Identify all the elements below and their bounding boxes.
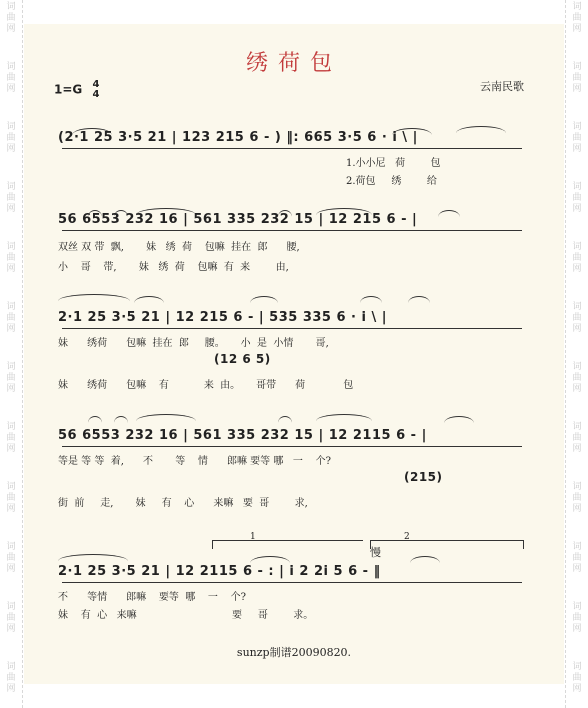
beam-underline xyxy=(62,446,522,447)
lyric-verse2-line3: 妹 绣荷 包嘛 有 来 由。 哥带 荷 包 xyxy=(58,380,354,391)
slur xyxy=(58,554,128,561)
music-line-3: 2·1 25 3·5 21 | 12 215 6 - | 535 335 6 · i \ | xyxy=(58,310,388,325)
lyric-verse2-line1: 2.荷包 绣 给 xyxy=(346,176,437,187)
beam-underline xyxy=(62,148,522,149)
first-ending-bracket xyxy=(212,540,363,549)
beam-underline xyxy=(62,328,522,329)
watermark-text: 词 曲 网 xyxy=(572,482,582,514)
transcriber-credit: sunzp制谱20090820. xyxy=(236,646,352,659)
slur xyxy=(456,126,506,133)
watermark-text: 词 曲 网 xyxy=(6,2,16,34)
first-ending-label: 1 xyxy=(250,532,256,542)
watermark-text: 词 曲 网 xyxy=(572,242,582,274)
slur xyxy=(278,416,292,423)
music-line-5: 2·1 25 3·5 21 | 12 2115 6 - : | i 2 2i 5 6 - ‖ xyxy=(58,564,381,579)
second-ending-bracket xyxy=(370,540,524,549)
song-source: 云南民歌 xyxy=(480,80,524,93)
watermark-text: 词 曲 网 xyxy=(572,542,582,574)
watermark-text: 词 曲 网 xyxy=(6,542,16,574)
watermark-text: 词 曲 网 xyxy=(6,122,16,154)
slur xyxy=(134,296,164,303)
slur xyxy=(58,294,130,301)
slur xyxy=(316,414,372,421)
watermark-text: 词 曲 网 xyxy=(572,362,582,394)
slur xyxy=(444,416,474,423)
slur xyxy=(88,416,102,423)
music-line-1: (2·1 25 3·5 21 | 123 215 6 - ) ‖: 665 3·5 6 · i \ | xyxy=(58,130,418,145)
time-bottom: 4 xyxy=(92,89,100,100)
score-sheet xyxy=(24,24,564,684)
second-ending-label: 2 xyxy=(404,532,410,542)
watermark-text: 词 曲 网 xyxy=(572,422,582,454)
lyric-verse2-line4: 街 前 走, 妹 有 心 来嘛 要 哥 求, xyxy=(58,498,308,509)
beam-underline xyxy=(62,582,522,583)
song-title: 绣荷包 xyxy=(245,51,342,76)
lyric-verse1-line3: 妹 绣荷 包嘛 挂在 郎 腰。 小 是 小情 哥, xyxy=(58,338,329,349)
lyric-verse1-line2: 双丝 双 带 飘, 妹 绣 荷 包嘛 挂在 郎 腰, xyxy=(58,242,300,253)
time-top: 4 xyxy=(92,79,100,90)
slur xyxy=(250,556,290,563)
lyric-verse1-line4: 等是 等 等 着, 不 等 情 郎嘛 要等 哪 一 个? xyxy=(58,456,331,467)
watermark-text: 词 曲 网 xyxy=(572,602,582,634)
music-line-2: 56 6553 232 16 | 561 335 232 15 | 12 215 6 - | xyxy=(58,212,418,227)
lyric-verse2-line5: 妹 有 心 来嘛 要 哥 求。 xyxy=(58,610,314,621)
key-signature xyxy=(54,80,99,100)
watermark-text: 词 曲 网 xyxy=(6,662,16,694)
slur xyxy=(410,556,440,563)
watermark-text: 词 曲 网 xyxy=(572,62,582,94)
watermark-text: 词 曲 网 xyxy=(6,302,16,334)
watermark-text: 词 曲 网 xyxy=(6,62,16,94)
alternate-notes-line-4: (215) xyxy=(404,470,443,484)
lyric-verse1-line5: 不 等情 郎嘛 要等 哪 一 个? xyxy=(58,592,247,603)
time-signature xyxy=(92,80,99,100)
slur xyxy=(250,296,278,303)
lyric-verse1-line1: 1.小小尼 荷 包 xyxy=(346,158,441,169)
lyric-verse2-line2: 小 哥 带, 妹 绣 荷 包嘛 有 来 由, xyxy=(58,262,289,273)
watermark-text: 词 曲 网 xyxy=(6,362,16,394)
slur xyxy=(360,296,382,303)
watermark-text: 词 曲 网 xyxy=(6,482,16,514)
slur xyxy=(136,414,196,421)
watermark-text: 词 曲 网 xyxy=(572,182,582,214)
watermark-text: 词 曲 网 xyxy=(6,602,16,634)
music-line-4: 56 6553 232 16 | 561 335 232 15 | 12 2115 6 - | xyxy=(58,428,427,443)
key-label: 1=G xyxy=(54,82,83,97)
slur xyxy=(438,210,460,217)
watermark-text: 词 曲 网 xyxy=(572,662,582,694)
watermark-text: 词 曲 网 xyxy=(6,242,16,274)
alternate-notes-line-3: (12 6 5) xyxy=(214,352,271,366)
watermark-text: 词 曲 网 xyxy=(6,422,16,454)
slur xyxy=(114,416,128,423)
beam-underline xyxy=(62,230,522,231)
tempo-mark: 慢 xyxy=(370,546,381,559)
watermark-text: 词 曲 网 xyxy=(572,122,582,154)
watermark-text: 词 曲 网 xyxy=(572,2,582,34)
slur xyxy=(408,296,430,303)
watermark-text: 词 曲 网 xyxy=(6,182,16,214)
watermark-text: 词 曲 网 xyxy=(572,302,582,334)
